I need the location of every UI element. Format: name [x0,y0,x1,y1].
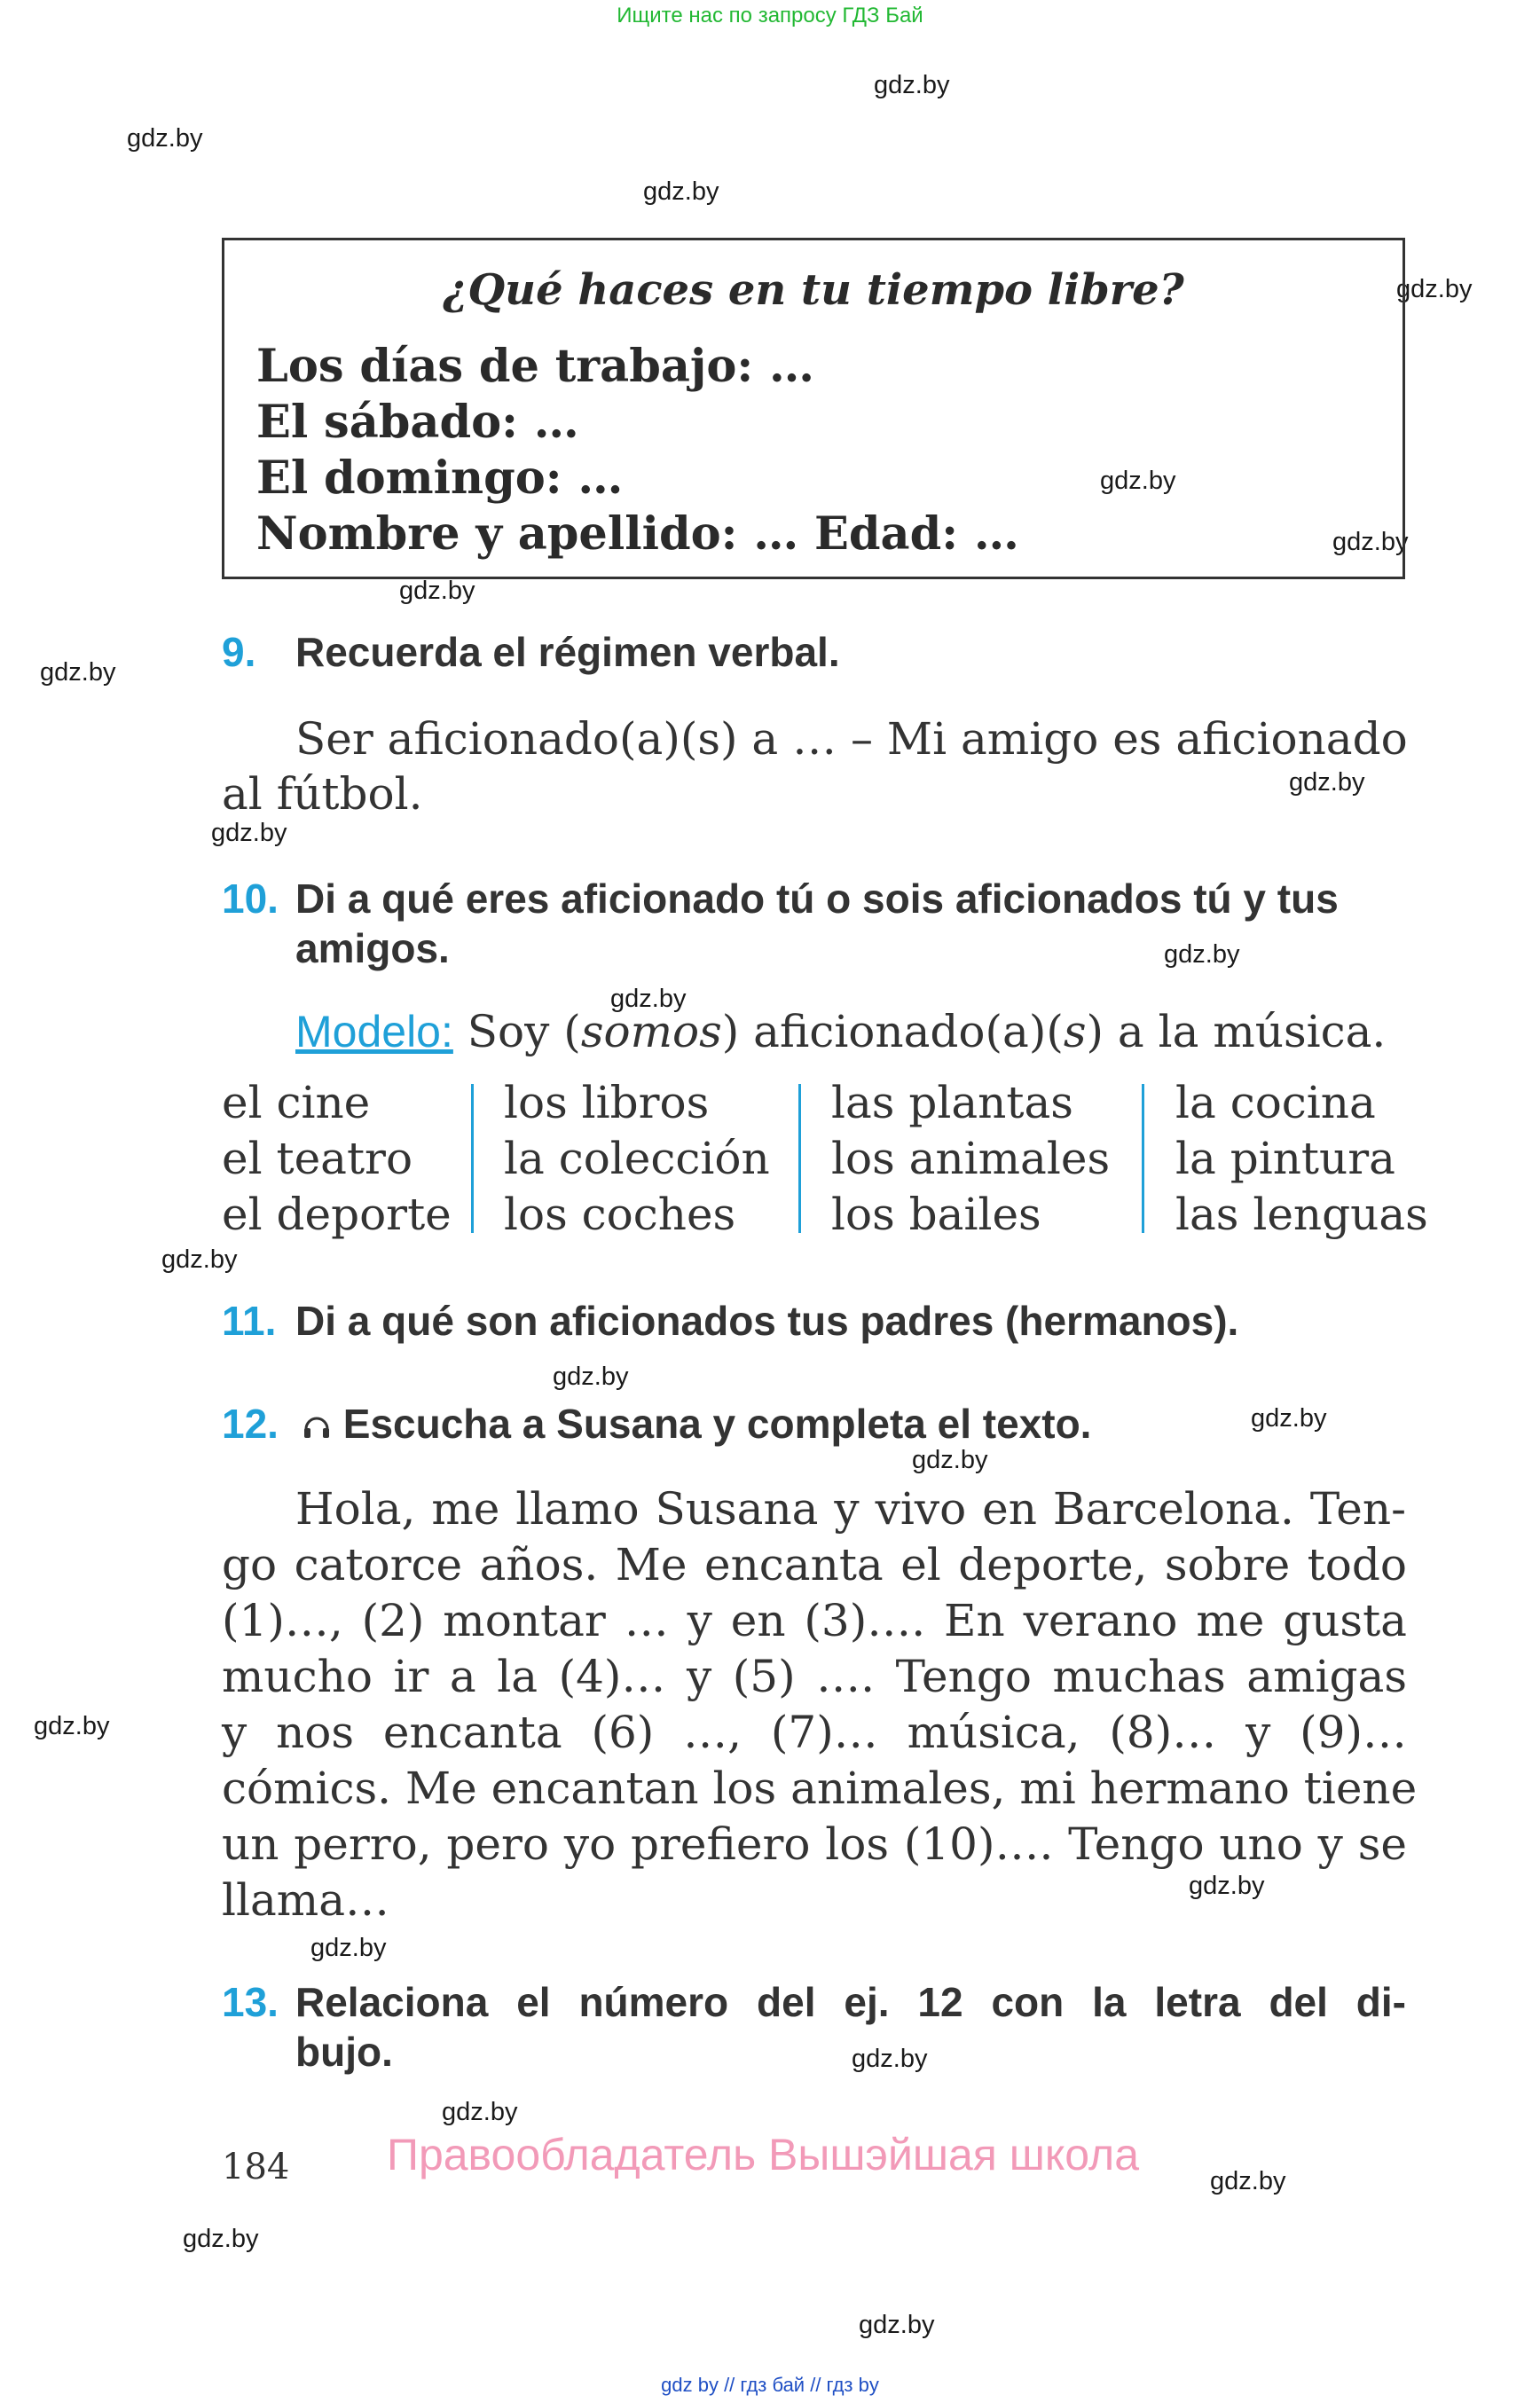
watermark: gdz.by [1332,528,1409,556]
modelo-line [295,1006,1386,1057]
exercise-number: 12. [222,1401,279,1447]
exercise-title: bujo. [295,2029,393,2075]
headphones-icon [302,1403,332,1451]
modelo-text: somos [580,1006,722,1057]
watermark: gdz.by [874,71,950,99]
box-line: Los días de trabajo: … [256,340,814,393]
text-line: mucho ir a la (4)… y (5) …. Tengo muchas amigas [222,1651,1407,1702]
vocab-item: el deporte [222,1189,452,1240]
footer-links: gdz by // гдз бай // гдз by [661,2374,879,2396]
modelo-text: ) a la música. [1086,1006,1387,1057]
modelo-text: ) aficionado(a)( [721,1006,1064,1057]
vocab-column [831,1075,1110,1243]
exercise-title: Di a qué son aficionados tus padres (hermanos). [295,1298,1239,1344]
box-title: ¿Qué haces en tu tiempo libre? [443,265,1184,315]
exercise-number: 9. [222,629,256,675]
watermark: gdz.by [859,2311,935,2339]
text-line: Ser aficionado(a)(s) a … – Mi amigo es aficionado [295,713,1408,765]
watermark: gdz.by [161,1245,238,1274]
text-line: Hola, me llamo Susana y vivo en Barcelona. Ten- [295,1483,1406,1535]
box-line: Nombre y apellido: … Edad: … [256,507,1019,561]
exercise-number: 11. [222,1298,277,1344]
watermark: gdz.by [912,1446,988,1474]
vocab-column [222,1075,452,1243]
watermark: gdz.by [643,177,719,206]
vocab-column [1175,1075,1428,1243]
vocab-item: las lenguas [1175,1189,1428,1240]
column-divider [471,1084,474,1233]
watermark: gdz.by [1396,275,1473,303]
exercise-number: 13. [222,1979,279,2025]
vocab-item: la pintura [1175,1133,1395,1184]
vocab-item: la colección [504,1133,770,1184]
text-line: un perro, pero yo prefiero los (10)…. Tengo uno y se [222,1818,1407,1870]
text-line: go catorce años. Me encanta el deporte, sobre todo [222,1539,1407,1590]
vocab-column [504,1075,770,1243]
top-banner: Ищите нас по запросу ГДЗ Бай [617,4,923,27]
watermark: gdz.by [399,577,475,605]
modelo-text: Soy ( [467,1006,581,1057]
vocab-item: el cine [222,1077,371,1128]
vocab-item: los libros [504,1077,710,1128]
rights-holder: Правообладатель Вышэйшая школа [387,2130,1139,2179]
modelo-text: s [1063,1006,1087,1057]
vocab-item: los bailes [831,1189,1041,1240]
watermark: gdz.by [34,1712,110,1740]
watermark: gdz.by [40,658,116,687]
watermark: gdz.by [1251,1404,1327,1433]
page-number: 184 [222,2147,290,2187]
watermark: gdz.by [852,2045,928,2073]
vocab-item: la cocina [1175,1077,1376,1128]
exercise-title-row [302,1400,1091,1451]
watermark: gdz.by [310,1934,387,1962]
text-line: y nos encanta (6) …, (7)… música, (8)… y (9)… [222,1707,1407,1758]
watermark: gdz.by [553,1362,629,1391]
exercise-title: Relaciona el número del ej. 12 con la letra del di- [295,1979,1406,2025]
watermark: gdz.by [183,2225,259,2253]
vocab-item: las plantas [831,1077,1073,1128]
exercise-title: Escucha a Susana y completa el texto. [342,1401,1092,1447]
watermark: gdz.by [1164,940,1240,969]
vocab-item: los coches [504,1189,736,1240]
text-line: llama… [222,1874,390,1926]
watermark: gdz.by [1189,1872,1265,1900]
text-line: (1)…, (2) montar … y en (3)…. En verano me gusta [222,1595,1407,1646]
watermark: gdz.by [1100,467,1176,495]
vocab-item: el teatro [222,1133,413,1184]
exercise-title: Di a qué eres aficionado tú o sois aficionados tú y tus [295,876,1339,922]
box-line: El sábado: … [256,396,579,449]
watermark: gdz.by [127,124,203,153]
column-divider [1142,1084,1144,1233]
exercise-title: Recuerda el régimen verbal. [295,629,840,675]
text-line: cómics. Me encantan los animales, mi hermano tiene [222,1763,1418,1814]
exercise-title: amigos. [295,925,450,971]
watermark: gdz.by [1289,768,1365,797]
watermark: gdz.by [610,985,687,1013]
watermark: gdz.by [211,819,287,847]
text-line: al fútbol. [222,768,423,820]
watermark: gdz.by [1210,2167,1286,2195]
column-divider [798,1084,801,1233]
watermark: gdz.by [442,2098,518,2126]
modelo-label: Modelo: [295,1007,453,1056]
vocab-item: los animales [831,1133,1111,1184]
box-line: El domingo: … [256,452,624,505]
free-time-box [222,238,1405,579]
exercise-number: 10. [222,876,279,922]
